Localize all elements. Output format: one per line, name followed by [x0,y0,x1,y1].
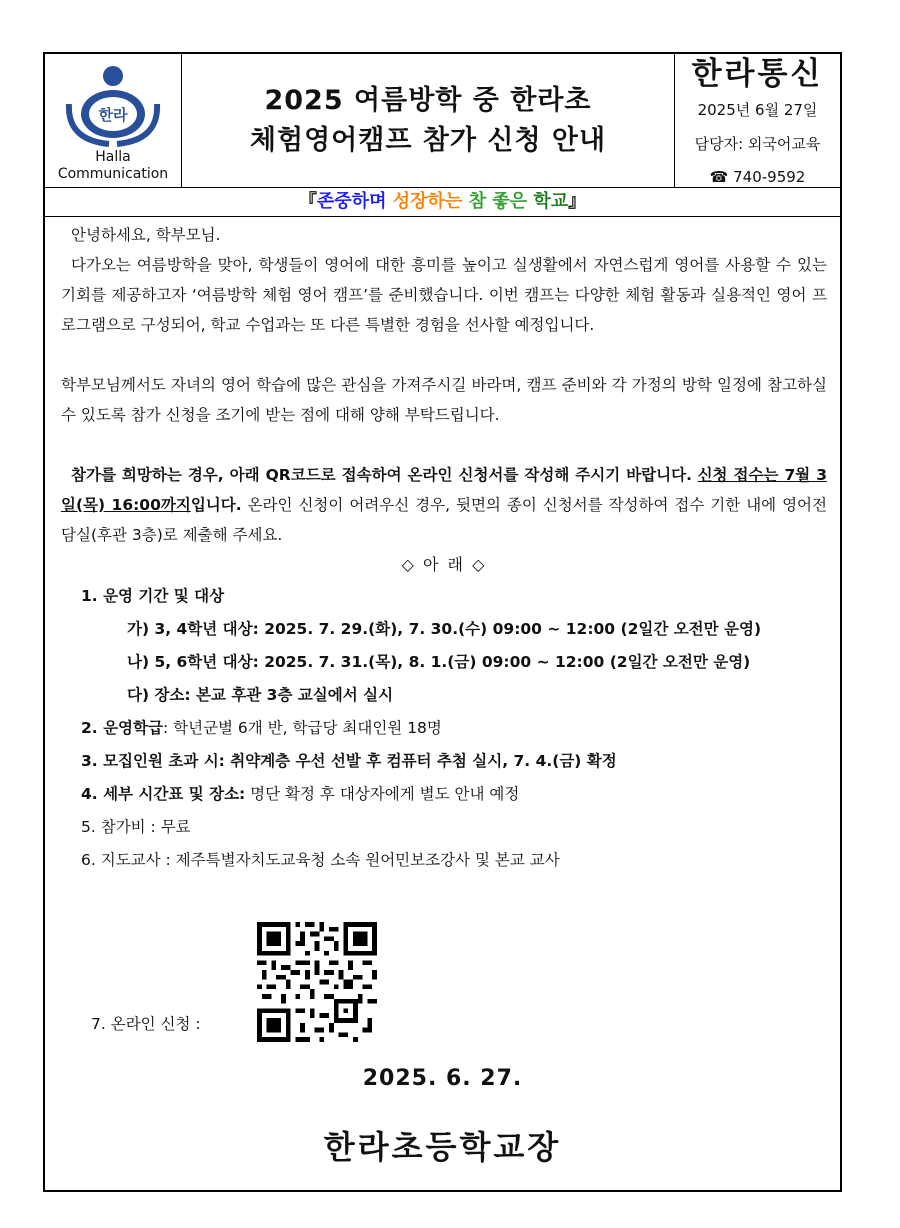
letter-body [61,220,827,877]
list-item [81,712,827,745]
page-title-line2: 체험영어캠프 참가 신청 안내 [249,124,607,156]
contact-person: 담당자: 외국어교육 [694,135,821,153]
contact-phone: ☎ 740-9592 [709,168,806,186]
principal-signature: 한라초등학교장 [323,1128,562,1166]
logo-text-halla: Halla [95,149,131,165]
logo-text-communication: Communication [57,166,169,182]
document-frame [43,52,842,1192]
list-item: 6. 지도교사 : 제주특별자치도교육청 소속 원어민보조강사 및 본교 교사 [81,851,560,869]
online-application-label: 7. 온라인 신청 : [91,1015,201,1033]
school-logo-icon [63,62,163,148]
title-cell [182,54,675,187]
motto-close-bracket: 』 [568,191,587,212]
motto-open-bracket: 『 [298,191,317,212]
motto-part2: 성장하는 [392,191,463,212]
application-alternative: 온라인 신청이 어려우신 경우, 뒷면의 종이 신청서를 작성하여 접수 기한 내에 영어전담실(후관 3층)로 제출해 주세요. [61,496,828,544]
list-item-label: 4. 세부 시간표 및 장소: [81,785,246,803]
motto-part4: 학교 [533,191,569,212]
list-item-label: 2. 운영학급 [81,719,163,737]
details-list [61,580,827,877]
school-motto [45,188,840,217]
application-deadline: 신청 접수는 7월 3일(목) 16:00까지 [61,466,827,514]
list-subitem: 다) 장소: 본교 후관 3층 교실에서 실시 [127,686,394,704]
page-title-line1: 2025 여름방학 중 한라초 [264,84,592,116]
motto-part1: 존중하며 [316,191,387,212]
info-cell [675,54,840,187]
newsletter-header [45,54,840,188]
greeting: 안녕하세요, 학부모님. [71,226,221,244]
list-item-text: 명단 확정 후 대상자에게 별도 안내 예정 [245,785,520,803]
list-item: 3. 모집인원 초과 시: 취약계층 우선 선발 후 컴퓨터 추첨 실시, 7. 4.(금) 확정 [81,752,617,770]
list-item [81,778,827,811]
publication-name: 한라통신 [691,56,824,92]
list-subitem: 나) 5, 6학년 대상: 2025. 7. 31.(목), 8. 1.(금) 09:00 ~ 12:00 (2일간 오전만 운영) [127,653,751,671]
qr-code-icon[interactable] [257,922,377,1042]
list-item: 5. 참가비 : 무료 [81,818,191,836]
intro-paragraph: 다가오는 여름방학을 맞아, 학생들이 영어에 대한 흥미를 높이고 실생활에서 자연스럽게 영어를 사용할 수 있는 기회를 제공하고자 ‘여름방학 체험 영어 캠프’를 준비했습니다. 이번 캠프는 다양한 체험 활동과 실용적인 영어 프로그램으로 구성되어, 학교 수업과는 또 다른 특별한 경험을 선사할 예정입니다. [61,256,827,334]
list-item-text: : 학년군별 6개 반, 학급당 최대인원 18명 [162,719,442,737]
logo-cell [45,54,182,187]
list-item: 1. 운영 기간 및 대상 [81,587,225,605]
request-paragraph: 학부모님께서도 자녀의 영어 학습에 많은 관심을 가져주시길 바라며, 캠프 준비와 각 가정의 방학 일정에 참고하실 수 있도록 참가 신청을 조기에 받는 점에 대해 양해 부탁드립니다. [61,376,827,424]
list-subitem: 가) 3, 4학년 대상: 2025. 7. 29.(화), 7. 30.(수) 09:00 ~ 12:00 (2일간 오전만 운영) [127,620,762,638]
motto-part3: 참 좋은 [468,191,528,212]
logo-glyph: 한라 [98,106,128,124]
application-deadline-tail: 입니다. [190,496,242,514]
application-paragraph [61,460,827,550]
issue-date: 2025년 6월 27일 [697,101,818,119]
issue-date-footer: 2025. 6. 27. [362,1066,523,1091]
notice-heading: ◇ 아 래 ◇ [401,555,487,574]
application-instruction: 참가를 희망하는 경우, 아래 QR코드로 접속하여 온라인 신청서를 작성해 주시기 바랍니다. [71,466,693,484]
